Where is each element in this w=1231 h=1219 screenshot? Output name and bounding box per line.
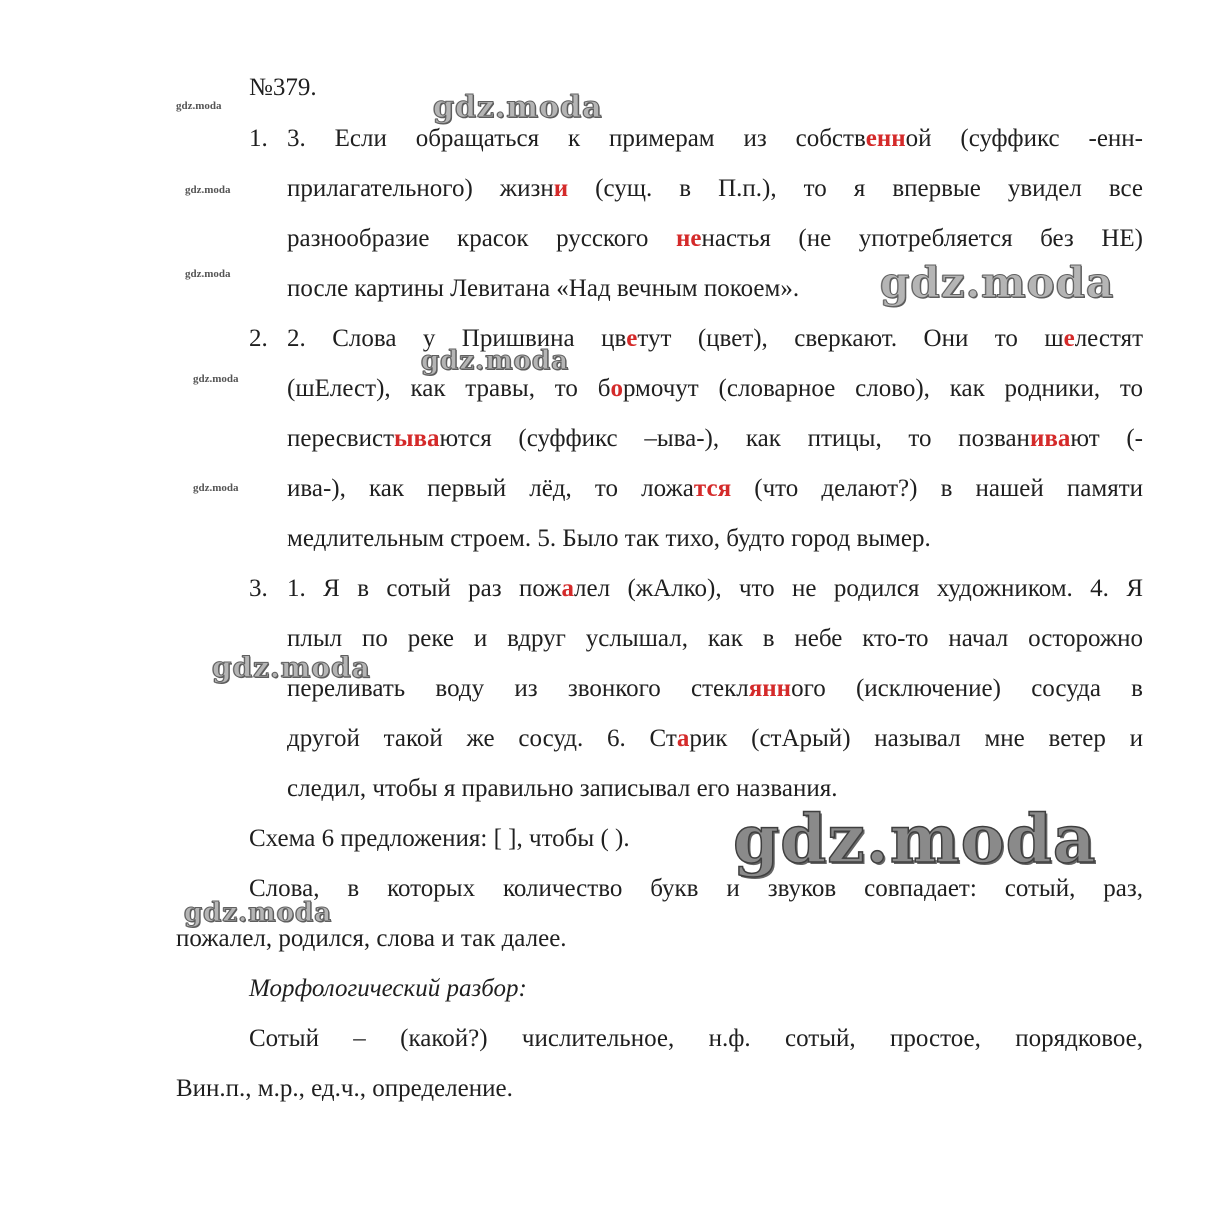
text-segment: плыл по реке и вдруг услышал, как в небе кто-то начал осторожно xyxy=(287,625,1143,652)
text-segment: прилагательного) жизн xyxy=(287,175,554,202)
watermark-small: gdz.moda xyxy=(176,100,222,112)
watermark-small: gdz.moda xyxy=(185,184,231,196)
letters-sounds-line-2: пожалел, родился, слова и так далее. xyxy=(176,925,567,952)
highlighted-morpheme: енн xyxy=(865,125,906,152)
morph-line-1: Сотый – (какой?) числительное, н.ф. сотый, простое, порядковое, xyxy=(249,1025,1143,1052)
text-segment: медлительным строем. 5. Было так тихо, будто город вымер. xyxy=(287,525,931,552)
item-3-line xyxy=(287,574,1143,604)
item-2-line xyxy=(287,424,1143,454)
text-segment: после картины Левитана «Над вечным покоем». xyxy=(287,275,800,302)
highlighted-morpheme: и xyxy=(553,175,569,202)
text-segment: ют (- xyxy=(1070,425,1143,452)
text-segment: ются (суффикс –ыва-), как птицы, то позван xyxy=(439,425,1030,452)
text-segment: рмочут (словарное слово), как родники, то xyxy=(622,375,1144,402)
watermark-small: gdz.moda xyxy=(193,373,239,385)
text-segment: ива-), как первый лёд, то ложа xyxy=(287,475,694,502)
watermark-logo: gdz.moda xyxy=(880,258,1115,307)
morph-heading: Морфологический разбор: xyxy=(249,975,527,1002)
watermark-logo: gdz.moda xyxy=(733,800,1097,878)
item-2-line xyxy=(287,324,1143,354)
watermark-logo: gdz.moda xyxy=(421,346,570,376)
highlighted-morpheme: а xyxy=(561,575,575,602)
highlighted-morpheme: е xyxy=(1063,325,1075,352)
item-1-line xyxy=(287,174,1143,204)
item-1-marker: 1. xyxy=(249,125,268,152)
item-3-marker: 3. xyxy=(249,575,268,602)
watermark-logo: gdz.moda xyxy=(184,898,333,928)
text-segment: разнообразие красок русского xyxy=(287,225,676,252)
item-2-marker: 2. xyxy=(249,325,268,352)
item-2-line xyxy=(287,474,1143,504)
letters-sounds-line-1: Слова, в которых количество букв и звуков совпадает: сотый, раз, xyxy=(249,875,1143,902)
text-segment: другой такой же сосуд. 6. Ст xyxy=(287,725,677,752)
item-3-line xyxy=(287,724,1143,754)
text-segment: тут (цвет), сверкают. Они то ш xyxy=(637,325,1064,352)
text-segment: настья (не употребляется без НЕ) xyxy=(701,225,1143,252)
text-segment: ой (суффикс -енн- xyxy=(905,125,1143,152)
item-2-line xyxy=(287,524,931,554)
watermark-small: gdz.moda xyxy=(185,268,231,280)
text-segment: (шЕлест), как травы, то б xyxy=(287,375,611,402)
highlighted-morpheme: о xyxy=(610,375,623,402)
text-segment: 2. Слова у Пришвина цв xyxy=(287,325,627,352)
text-segment: (сущ. в П.п.), то я впервые увидел все xyxy=(568,175,1143,202)
highlighted-morpheme: е xyxy=(626,325,638,352)
highlighted-morpheme: не xyxy=(675,225,702,252)
watermark-small: gdz.moda xyxy=(193,482,239,494)
highlighted-morpheme: тся xyxy=(693,475,732,502)
item-3-line xyxy=(287,674,1143,704)
task-number: №379. xyxy=(249,74,317,101)
highlighted-morpheme: ыва xyxy=(394,425,440,452)
item-1-line xyxy=(287,274,799,304)
item-2-line xyxy=(287,374,1143,404)
text-segment: переливать воду из звонкого стекл xyxy=(287,675,749,702)
sentence-scheme: Схема 6 предложения: [ ], чтобы ( ). xyxy=(249,825,630,852)
highlighted-morpheme: ива xyxy=(1029,425,1071,452)
text-segment: ого (исключение) сосуда в xyxy=(791,675,1143,702)
highlighted-morpheme: а xyxy=(676,725,690,752)
text-segment: 1. Я в сотый раз пож xyxy=(287,575,562,602)
text-segment: следил, чтобы я правильно записывал его названия. xyxy=(287,775,838,802)
item-1-line xyxy=(287,124,1143,154)
text-segment: рик (стАрый) называл мне ветер и xyxy=(689,725,1143,752)
text-segment: (что делают?) в нашей памяти xyxy=(731,475,1143,502)
text-segment: 3. Если обращаться к примерам из собств xyxy=(287,125,866,152)
text-segment: лестят xyxy=(1074,325,1143,352)
text-segment: лел (жАлко), что не родился художником. 4. Я xyxy=(574,575,1143,602)
item-3-line xyxy=(287,624,1143,654)
morph-line-2: Вин.п., м.р., ед.ч., определение. xyxy=(176,1075,513,1102)
watermark-logo: gdz.moda xyxy=(212,651,371,684)
watermark-logo: gdz.moda xyxy=(433,90,603,125)
item-1-line xyxy=(287,224,1143,254)
highlighted-morpheme: янн xyxy=(748,675,792,702)
text-segment: пересвист xyxy=(287,425,394,452)
